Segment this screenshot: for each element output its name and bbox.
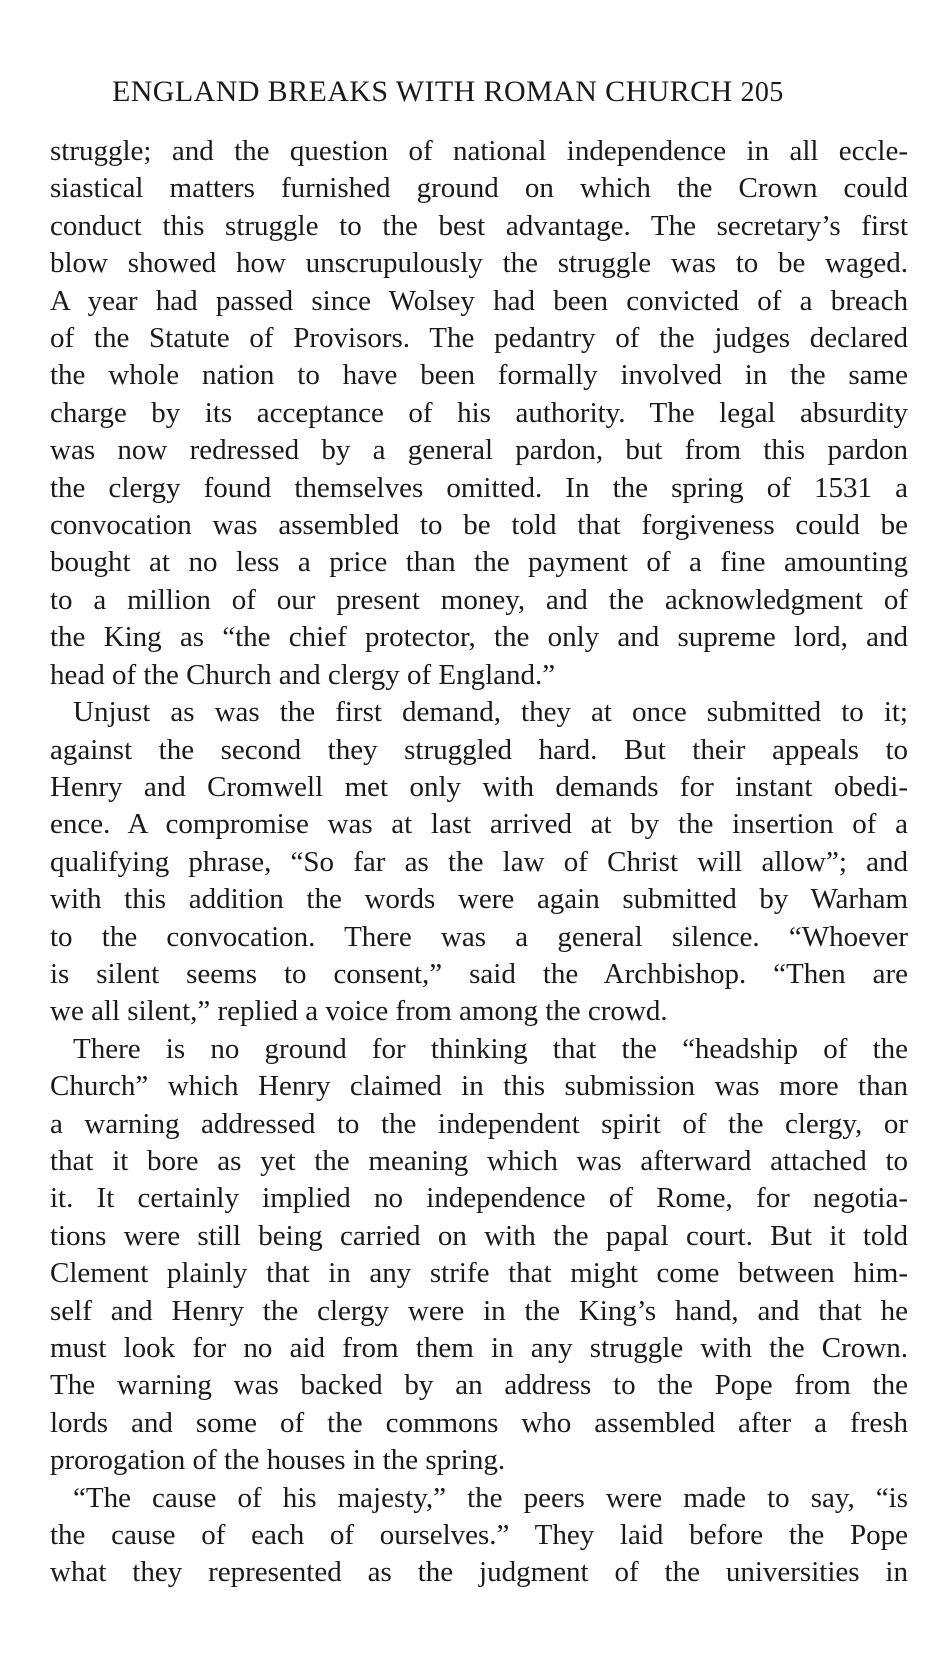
text-line: to the convocation. There was a general silence. “Whoever [50, 920, 908, 953]
text-line: struggle; and the question of national independence in all eccle- [50, 135, 908, 167]
paragraph-4 [50, 1480, 908, 1592]
text-line: Church” which Henry claimed in this submission was more than [50, 1070, 908, 1103]
text-line: the clergy found themselves omitted. In the spring of 1531 a [50, 471, 908, 504]
text-line: Clement plainly that in any strife that might come between him- [50, 1257, 908, 1290]
text-line: we all silent,” replied a voice from among the crowd. [50, 995, 668, 1028]
text-line: it. It certainly implied no independence of Rome, for negotia- [50, 1182, 908, 1215]
text-line: ence. A compromise was at last arrived at by the insertion of a [50, 808, 908, 841]
text-line: against the second they struggled hard. But their appeals to [50, 733, 908, 766]
text-line: A year had passed since Wolsey had been convicted of a breach [50, 284, 908, 317]
text-line: siastical matters furnished ground on which the Crown could [50, 172, 908, 205]
text-line: Henry and Cromwell met only with demands for instant obedi- [50, 770, 908, 803]
text-line: is silent seems to consent,” said the Archbishop. “Then are [50, 957, 908, 990]
text-line: “The cause of his majesty,” the peers were made to say, “is [73, 1481, 908, 1514]
text-line: tions were still being carried on with the papal court. But it told [50, 1219, 908, 1252]
text-line: convocation was assembled to be told that forgiveness could be [50, 509, 908, 542]
running-head-title: ENGLAND BREAKS WITH ROMAN CHURCH [112, 75, 733, 108]
paragraph-3 [50, 1031, 908, 1480]
text-line: was now redressed by a general pardon, but from this pardon [50, 434, 908, 467]
text-line: lords and some of the commons who assembled after a fresh [50, 1406, 908, 1439]
text-line: The warning was backed by an address to the Pope from the [50, 1369, 908, 1402]
body-text [50, 133, 908, 1592]
text-line: blow showed how unscrupulously the struggle was to be waged. [50, 247, 908, 280]
text-line: head of the Church and clergy of England.” [50, 658, 556, 691]
text-line: Unjust as was the first demand, they at once submitted to it; [73, 696, 908, 729]
text-line: what they represented as the judgment of the universities in [50, 1556, 908, 1589]
text-line: self and Henry the clergy were in the King’s hand, and that he [50, 1294, 908, 1327]
text-line: with this addition the words were again submitted by Warham [50, 883, 908, 916]
paragraph-1 [50, 133, 908, 694]
text-line: the King as “the chief protector, the only and supreme lord, and [50, 621, 908, 654]
text-line: the cause of each of ourselves.” They laid before the Pope [50, 1519, 908, 1552]
text-line: must look for no aid from them in any struggle with the Crown. [50, 1332, 908, 1364]
text-line: prorogation of the houses in the spring. [50, 1444, 506, 1477]
text-line: There is no ground for thinking that the “headship of the [73, 1032, 908, 1065]
text-line: that it bore as yet the meaning which was afterward attached to [50, 1144, 908, 1177]
running-head [112, 72, 912, 113]
text-line: of the Statute of Provisors. The pedantry of the judges declared [50, 322, 908, 355]
text-line: a warning addressed to the independent spirit of the clergy, or [50, 1107, 908, 1140]
page-number: 205 [740, 77, 784, 108]
text-line: the whole nation to have been formally involved in the same [50, 359, 908, 392]
paragraph-2 [50, 694, 908, 1031]
text-line: qualifying phrase, “So far as the law of Christ will allow”; and [50, 845, 908, 878]
text-line: charge by its acceptance of his authority. The legal absurdity [50, 396, 908, 429]
text-line: bought at no less a price than the payment of a fine amounting [50, 546, 908, 579]
text-line: to a million of our present money, and the acknowledgment of [50, 583, 908, 616]
text-line: conduct this struggle to the best advantage. The secretary’s first [50, 209, 908, 242]
